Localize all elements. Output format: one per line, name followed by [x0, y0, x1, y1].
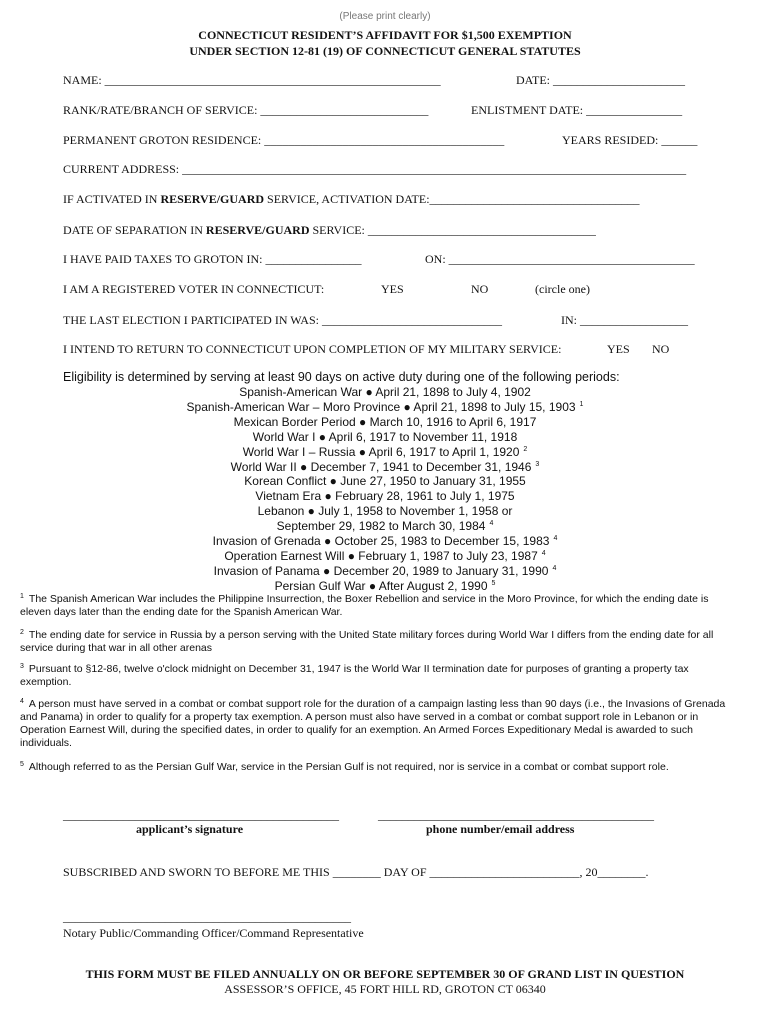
- period-text: Mexican Border Period ● March 10, 1916 to April 6, 1917: [233, 414, 537, 429]
- election-in-field[interactable]: IN: __________________: [561, 313, 688, 327]
- taxes-paid-field[interactable]: I HAVE PAID TAXES TO GROTON IN: ________________: [63, 252, 362, 266]
- eligibility-period: [0, 549, 770, 563]
- eligibility-period: [0, 534, 770, 548]
- circle-one-hint: (circle one): [535, 282, 590, 296]
- footnote-text: A person must have served in a combat or combat support role for the duration of a campaign lasting less than 90 days (i.e., the Invasions of Grenada and Panama) in order to qualify for a property tax exemption. A person must also have served in a combat or combat support role in Lebanon or in Operation Earnest Will, during the specified dates, in order to qualify for an exemption. An Armed Forces Expeditionary Medal is awarded to such individuals.: [20, 698, 726, 749]
- footnote: [20, 593, 742, 619]
- footnote: [20, 663, 742, 689]
- voter-yes-option[interactable]: YES: [381, 282, 404, 296]
- footnote: [20, 698, 742, 750]
- activation-date-field[interactable]: [63, 192, 640, 207]
- footnote-number: 2: [20, 628, 24, 636]
- footnote-text: The Spanish American War includes the Philippine Insurrection, the Boxer Rebellion and service in the Moro Province, for which the ending date is eleven days later than the ending date for the Spanish American War.: [20, 593, 709, 618]
- print-hint: (Please print clearly): [339, 11, 431, 22]
- sworn-statement[interactable]: SUBSCRIBED AND SWORN TO BEFORE ME THIS ________ DAY OF _________________________, 20________.: [63, 865, 649, 879]
- voter-no-option[interactable]: NO: [471, 282, 489, 296]
- form-title-line2: UNDER SECTION 12-81 (19) OF CONNECTICUT GENERAL STATUTES: [189, 44, 581, 58]
- footnote-ref: 5: [491, 579, 496, 587]
- period-text: Spanish-American War ● April 21, 1898 to July 4, 1902: [239, 385, 531, 399]
- eligibility-period: [0, 430, 770, 444]
- date-field[interactable]: DATE: ______________________: [516, 73, 685, 87]
- office-address: ASSESSOR’S OFFICE, 45 FORT HILL RD, GROTON CT 06340: [224, 982, 546, 996]
- footnote-number: 4: [20, 697, 24, 705]
- footnote: [20, 629, 742, 655]
- footnote-ref: 4: [553, 535, 558, 542]
- intend-no-option[interactable]: NO: [652, 342, 670, 356]
- last-election-field[interactable]: THE LAST ELECTION I PARTICIPATED IN WAS: ______________________________: [63, 313, 502, 327]
- eligibility-period: [0, 564, 770, 578]
- eligibility-period: [0, 504, 770, 518]
- activation-suffix: SERVICE, ACTIVATION DATE:___________________________________: [264, 192, 640, 206]
- period-text: Operation Earnest Will ● February 1, 1987 to July 23, 1987: [224, 548, 538, 563]
- separation-bold: RESERVE/GUARD: [205, 223, 310, 237]
- filing-notice: THIS FORM MUST BE FILED ANNUALLY ON OR BEFORE SEPTEMBER 30 OF GRAND LIST IN QUESTION: [85, 967, 685, 981]
- intend-yes-option[interactable]: YES: [607, 342, 630, 356]
- enlistment-date-field[interactable]: ENLISTMENT DATE: ________________: [471, 103, 683, 117]
- period-text: World War I ● April 6, 1917 to November 11, 1918: [252, 429, 518, 444]
- eligibility-period: [0, 519, 770, 533]
- footnote-ref: 2: [523, 445, 528, 453]
- period-text: Lebanon ● July 1, 1958 to November 1, 1958 or: [257, 504, 513, 519]
- notary-signature-line[interactable]: ________________________________________________: [63, 910, 351, 924]
- eligibility-period: [0, 445, 770, 459]
- footnote-ref: 3: [535, 460, 540, 468]
- eligibility-period: [0, 400, 770, 414]
- period-text: World War II ● December 7, 1941 to December 31, 1946: [230, 459, 532, 474]
- eligibility-period: [0, 460, 770, 474]
- footnote-number: 3: [20, 662, 24, 670]
- footnote-ref: 4: [489, 520, 494, 528]
- footnote-ref: 4: [541, 549, 546, 557]
- footnote-text: Although referred to as the Persian Gulf War, service in the Persian Gulf is not required, nor is service in a combat or combat support role.: [28, 761, 669, 773]
- period-text: World War I – Russia ● April 6, 1917 to April 1, 1920: [242, 444, 520, 459]
- eligibility-period: [0, 579, 770, 593]
- activation-bold: RESERVE/GUARD: [160, 192, 265, 206]
- current-address-field[interactable]: CURRENT ADDRESS: ____________________________________________________________________________________: [63, 162, 687, 176]
- footnote: [20, 761, 742, 774]
- phone-email-label: phone number/email address: [426, 822, 575, 836]
- form-title-line1: CONNECTICUT RESIDENT’S AFFIDAVIT FOR $1,500 EXEMPTION: [198, 28, 572, 42]
- notary-label: Notary Public/Commanding Officer/Command Representative: [63, 926, 364, 940]
- period-text: Vietnam Era ● February 28, 1961 to July 1, 1975: [255, 489, 515, 504]
- intend-question: I INTEND TO RETURN TO CONNECTICUT UPON COMPLETION OF MY MILITARY SERVICE:: [63, 342, 562, 356]
- eligibility-period: [0, 489, 770, 503]
- separation-prefix: DATE OF SEPARATION IN: [63, 223, 206, 237]
- period-text: Persian Gulf War ● After August 2, 1990: [274, 578, 488, 593]
- applicant-signature-line[interactable]: ______________________________________________: [63, 808, 339, 822]
- voter-question: I AM A REGISTERED VOTER IN CONNECTICUT:: [63, 282, 325, 296]
- rank-field[interactable]: RANK/RATE/BRANCH OF SERVICE: ____________________________: [63, 103, 429, 117]
- taxes-on-field[interactable]: ON: _________________________________________: [425, 252, 695, 266]
- activation-prefix: IF ACTIVATED IN: [63, 192, 161, 206]
- footnote-number: 5: [20, 760, 24, 768]
- footnote-number: 1: [20, 592, 24, 600]
- applicant-signature-label: applicant’s signature: [136, 822, 244, 836]
- footnote-text: Pursuant to §12-86, twelve o'clock midnight on December 31, 1947 is the World War II termination date for purposes of granting a property tax exemption.: [20, 663, 689, 688]
- eligibility-period: [0, 474, 770, 488]
- eligibility-intro: Eligibility is determined by serving at least 90 days on active duty during one of the following periods:: [63, 370, 620, 384]
- eligibility-period: [0, 415, 770, 429]
- residence-field[interactable]: PERMANENT GROTON RESIDENCE: ________________________________________: [63, 133, 505, 147]
- period-text: Invasion of Panama ● December 20, 1989 to January 31, 1990: [213, 563, 549, 578]
- period-text: Invasion of Grenada ● October 25, 1983 to December 15, 1983: [212, 534, 550, 548]
- period-text: Korean Conflict ● June 27, 1950 to January 31, 1955: [244, 474, 526, 489]
- period-text: September 29, 1982 to March 30, 1984: [276, 519, 486, 534]
- years-resided-field[interactable]: YEARS RESIDED: ______: [562, 133, 698, 147]
- phone-email-line[interactable]: ______________________________________________: [378, 808, 654, 822]
- name-field[interactable]: NAME: ________________________________________________________: [63, 73, 441, 87]
- separation-date-field[interactable]: [63, 223, 596, 238]
- footnote-ref: 1: [579, 400, 584, 408]
- eligibility-period: [0, 385, 770, 399]
- footnote-ref: 4: [552, 564, 557, 572]
- footnote-text: The ending date for service in Russia by a person serving with the United State military forces during World War I differs from the ending date for all service during that war in all other arenas: [20, 629, 714, 654]
- period-text: Spanish-American War – Moro Province ● April 21, 1898 to July 15, 1903: [186, 399, 576, 414]
- separation-suffix: SERVICE: ______________________________________: [309, 223, 596, 237]
